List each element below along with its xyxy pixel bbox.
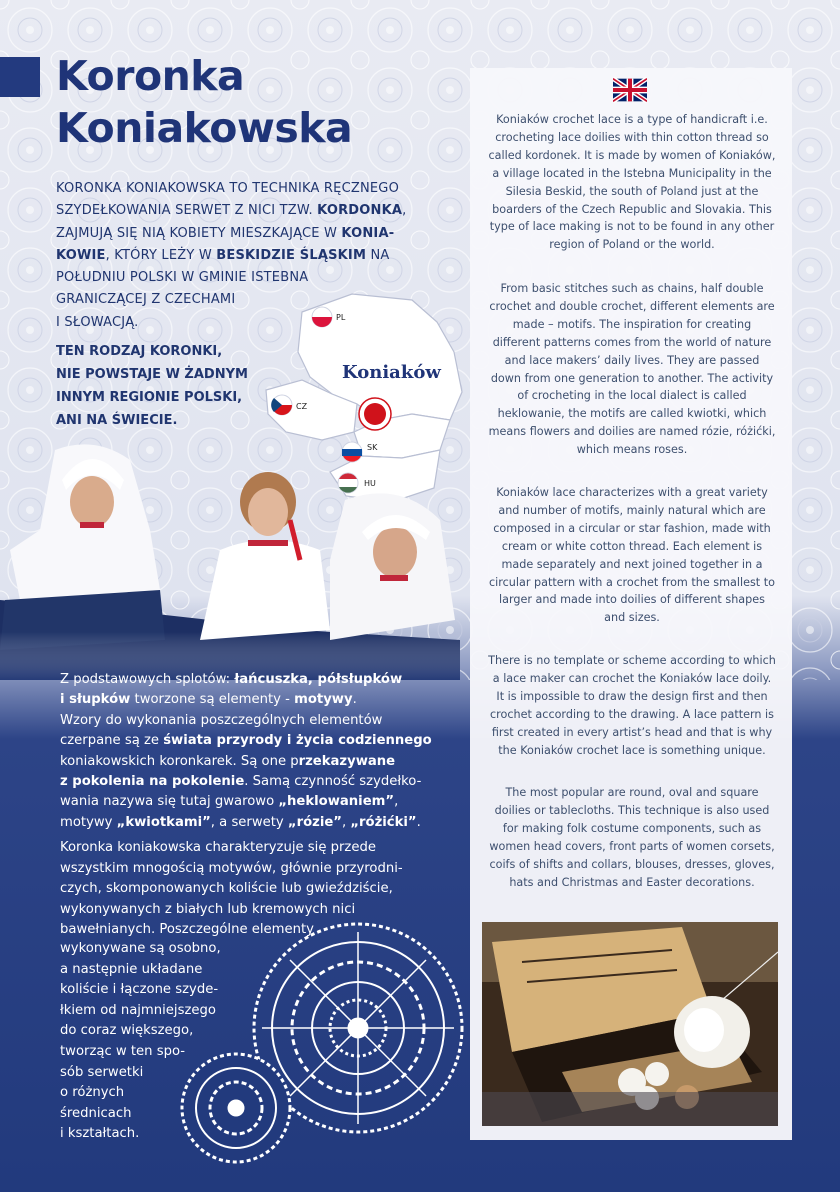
flag-pl <box>312 307 332 327</box>
lace-doilies-image <box>178 918 470 1168</box>
title-accent-bar <box>0 57 40 97</box>
english-paragraph-5: The most popular are round, oval and square doilies or tablecloths. This technique is also used for making folk costume components, such as women head covers, front parts of women corsets, coifs of shifts and collars, blouses, dresses, gloves, hats and Christmas and Easter decorations. <box>489 786 775 889</box>
flag-cz <box>271 395 292 415</box>
uk-flag-icon <box>613 76 647 104</box>
polish-paragraph-3: wykonywane są osobno, a następnie układane koliście i łączone szyde- łkiem od najmniejszego do coraz większego, tworząc w ten spo- sób serwetki o różnych średnicach i kształtach. <box>60 941 221 1142</box>
english-paragraph-2: From basic stitches such as chains, half double crochet and double crochet, different elements are made – motifs. The inspiration for creating different patterns comes from the world of nature and lace makers’ daily lives. They are passed down from one generation to another. The activity of crocheting in the local dialect is called heklowanie, the motifs are called kwiotki, which means flowers and doilies are named rózie, różićki, which means roses. <box>488 282 776 457</box>
english-paragraph-4: There is no template or scheme according to which a lace maker can crochet the Koniaków lace doily. It is impossible to draw the design first and then crochet according to the drawing. A lace pattern is first created in every artist’s head and that is why the Koniaków crochet lace is something unique. <box>488 654 776 757</box>
map-place-label: Koniaków <box>342 362 441 383</box>
polish-paragraph-1: Z podstawowych splotów: łańcuszka, półsłupków i słupków tworzone są elementy - motywy. Wzory do wykonania poszczególnych elementów czerpane są ze świata przyrody i życia codziennego koniakowskich koronkarek. Są one przekazywane z pokolenia na pokolenie. Samą czynność szydełko- wania nazywa się tutaj gwarowo „heklowaniem”, motywy „kwiotkami”, a serwety „rózie”, „różićki”. <box>60 672 432 830</box>
english-paragraph-1: Koniaków crochet lace is a type of handicraft i.e. crocheting lace doilies with thin cotton thread so called kordonek. It is made by women of Koniaków, a village located in the Istebna Municipality in the Silesia Beskid, the south of Poland just at the boarders of the Czech Republic and Slovakia. This type of lace making is not to be found in any other region of Poland or the world. <box>488 113 776 252</box>
intro-paragraph: KORONKA KONIAKOWSKA TO TECHNIKA RĘCZNEGO SZYDEŁKOWANIA SERWET Z NICI TZW. KORDONKA, ZAJMUJĄ SIĘ NIĄ KOBIETY MIESZKAJĄCE W KONIA- KOWIE, KTÓRY LEŻY W BESKIDZIE ŚLĄSKIM NA POŁUDNIU POLSKI W GMINIE ISTEBNA GRANICZĄCEJ Z CZECHAMI I SŁOWACJĄ. <box>56 181 407 330</box>
map-label-cz: CZ <box>296 402 308 411</box>
photo-lace-makers <box>0 440 460 680</box>
intro-highlight: TEN RODZAJ KORONKI, NIE POWSTAJE W ŻADNYM INNYM REGIONIE POLSKI, ANI NA ŚWIECIE. <box>56 344 248 428</box>
doily-small <box>182 1054 290 1162</box>
koniakow-marker <box>364 403 386 425</box>
page-title: Koronka Koniakowska <box>56 52 353 152</box>
polish-paragraph-2: Koronka koniakowska charakteryzuje się przede wszystkim mnogością motywów, głównie przyrodni- czych, skomponowanych koliście lub gwieździście, wykonywanych z białych lub kremowych nici bawełnianych. Poszczególne elementy <box>60 840 403 938</box>
english-paragraph-3: Koniaków lace characterizes with a great variety and number of motifs, mainly natural which are composed in a circular or star fashion, made with cream or white cotton thread. Each element is made separately and next joined together in a circular pattern with a crochet from the smallest to larger and made into doilies of different shapes and sizes. <box>489 486 775 625</box>
photo-thread-box <box>482 922 778 1126</box>
map-label-pl: PL <box>336 313 346 322</box>
